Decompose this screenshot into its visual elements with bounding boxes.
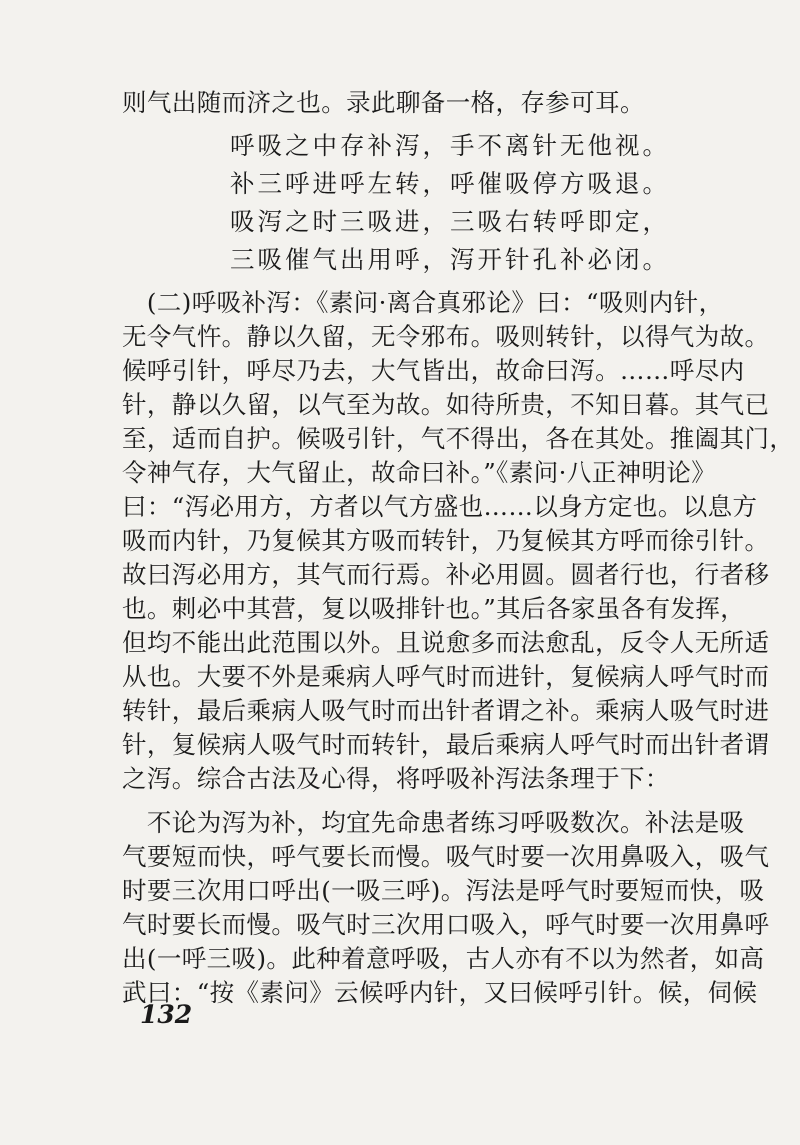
text-line: (二)呼吸补泻：《素问·离合真邪论》曰：“吸则内针，: [122, 288, 724, 317]
text-line: 气要短而快，呼气要长而慢。吸气时要一次用鼻吸入，吸气: [122, 842, 770, 871]
verse-line: 补三呼进呼左转，呼催吸停方吸退。: [230, 169, 670, 198]
text-line: 时要三次用口呼出(一吸三呼)。泻法是呼气时要短而快，吸: [122, 876, 765, 905]
text-line: 针，静以久留，以气至为故。如待所贵，不知日暮。其气已: [122, 390, 770, 419]
text-line: 出(一呼三吸)。此种着意呼吸，古人亦有不以为然者，如高: [122, 944, 765, 973]
text-line: 之泻。综合古法及心得，将呼吸补泻法条理于下：: [122, 764, 670, 793]
text-line: 令神气存，大气留止，故命曰补。”《素问·八正神明论》: [122, 458, 717, 487]
text-line: 从也。大要不外是乘病人呼气时而进针，复候病人呼气时而: [122, 662, 770, 691]
page-number: 132: [140, 1000, 193, 1029]
text-line: 但均不能出此范围以外。且说愈多而法愈乱，反令人无所适: [122, 628, 770, 657]
text-line: 至，适而自护。候吸引针，气不得出，各在其处。推阖其门，: [122, 424, 795, 453]
text-line: 也。刺必中其营，复以吸排针也。”其后各家虽各有发挥，: [122, 594, 746, 623]
verse-line: 呼吸之中存补泻，手不离针无他视。: [230, 131, 670, 160]
text-line: 针，复候病人吸气时而转针，最后乘病人呼气时而出针者谓: [122, 730, 770, 759]
verse-line: 吸泻之时三吸进，三吸右转呼即定，: [230, 207, 670, 236]
text-line: 候呼引针，呼尽乃去，大气皆出，故命曰泻。……呼尽内: [122, 356, 745, 385]
text-line: 则气出随而济之也。录此聊备一格，存参可耳。: [122, 88, 645, 117]
text-line: 无令气忤。静以久留，无令邪布。吸则转针，以得气为故。: [122, 322, 770, 351]
text-line: 吸而内针，乃复候其方吸而转针，乃复候其方呼而徐引针。: [122, 526, 770, 555]
text-line: 故曰泻必用方，其气而行焉。补必用圆。圆者行也，行者移: [122, 560, 770, 589]
verse-line: 三吸催气出用呼，泻开针孔补必闭。: [230, 245, 670, 274]
text-line: 不论为泻为补，均宜先命患者练习呼吸数次。补法是吸: [122, 808, 745, 837]
text-line: 武曰：“按《素问》云候呼内针，又曰候呼引针。候，伺候: [122, 978, 758, 1007]
text-line: 曰：“泻必用方，方者以气方盛也……以身方定也。以息方: [122, 492, 758, 521]
text-line: 气时要长而慢。吸气时三次用口吸入，呼气时要一次用鼻呼: [122, 910, 770, 939]
text-line: 转针，最后乘病人吸气时而出针者谓之补。乘病人吸气时进: [122, 696, 770, 725]
